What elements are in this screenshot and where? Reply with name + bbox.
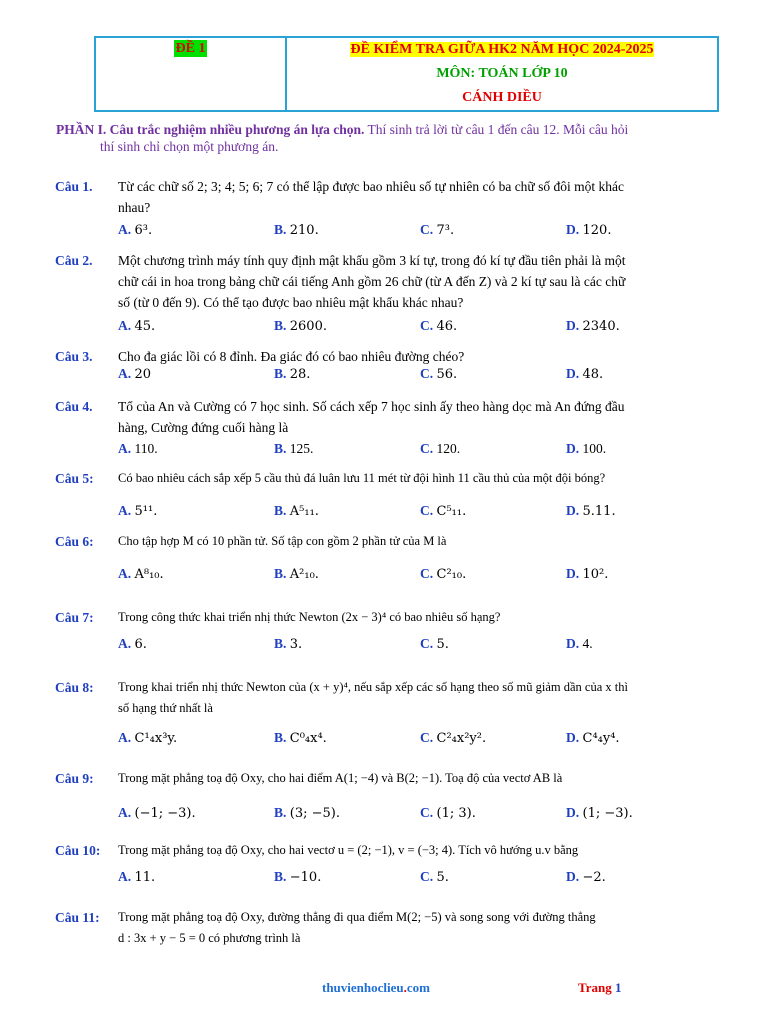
option-letter: C. [420,366,434,381]
question-9-options [118,805,738,825]
option-value: C²₄x²y². [436,731,487,746]
option-d[interactable] [566,503,616,519]
option-b[interactable] [274,869,321,885]
option-letter: C. [420,441,434,456]
option-value: 45. [134,319,156,334]
option-letter: A. [118,503,132,518]
option-value: 125. [289,441,314,456]
option-letter: B. [274,566,287,581]
option-b[interactable] [274,636,302,652]
option-c[interactable] [420,636,449,652]
question-2 [55,250,715,313]
option-value: (1; 3). [436,806,476,821]
question-text-line: Cho đa giác lồi có 8 đỉnh. Đa giác đó có bao nhiêu đường chéo? [118,349,465,364]
question-text-line: chữ cái in hoa trong bảng chữ cái tiếng Anh gồm 26 chữ (từ A đến Z) và 2 kí tự sau là các chữ [118,274,626,289]
question-3 [55,346,715,367]
question-text-line: Trong mặt phẳng toạ độ Oxy, đường thẳng đi qua điểm M(2; −5) và song song với đường thẳng [118,910,596,924]
option-value: 46. [436,319,458,334]
question-text-line: Cho tập hợp M có 10 phần tử. Số tập con gồm 2 phần tử của M là [118,534,447,548]
option-b[interactable] [274,222,319,238]
option-value: 5. [436,870,449,885]
question-text-line: số (từ 0 đến 9). Có thể tạo được bao nhiêu mật khẩu khác nhau? [118,295,464,310]
option-letter: A. [118,318,132,333]
option-value: 28. [289,367,311,382]
option-b[interactable] [274,318,327,334]
option-d[interactable] [566,805,633,821]
option-letter: B. [274,366,287,381]
question-7-options [118,636,738,656]
option-a[interactable] [118,441,158,457]
option-value: 5.11. [582,504,616,519]
option-b[interactable] [274,503,319,519]
option-letter: A. [118,805,132,820]
option-c[interactable] [420,318,457,334]
question-1 [55,176,715,218]
option-value: 2600. [289,319,327,334]
option-c[interactable] [420,566,466,582]
option-d[interactable] [566,222,611,238]
question-6-options [118,566,738,586]
option-b[interactable] [274,805,340,821]
option-value: 210. [289,223,319,238]
option-letter: D. [566,730,580,745]
option-a[interactable] [118,366,151,382]
option-letter: A. [118,366,132,381]
question-text-line: Từ các chữ số 2; 3; 4; 5; 6; 7 có thể lập được bao nhiêu số tự nhiên có ba chữ số đôi một khác [118,179,624,194]
site-name: thuvienhoclieu [322,980,404,995]
section-instruction-2: thí sinh chỉ chọn một phương án. [100,139,279,154]
question-number: Câu 7: [55,610,94,625]
option-c[interactable] [420,869,449,885]
exam-header-box [94,36,719,112]
question-5 [55,468,715,489]
option-value: 56. [436,367,458,382]
question-text-line: nhau? [118,200,151,215]
question-text-line: hàng, Cường đứng cuối hàng là [118,420,289,435]
option-d[interactable] [566,869,606,885]
option-value: (−1; −3). [134,806,196,821]
option-a[interactable] [118,566,164,582]
question-11 [55,907,715,949]
exam-title: ĐỀ KIỂM TRA GIỮA HK2 NĂM HỌC 2024-2025 [350,42,654,57]
option-letter: A. [118,730,132,745]
section-heading [56,121,746,155]
question-number: Câu 2. [55,253,93,268]
question-5-options [118,503,738,523]
option-letter: C. [420,318,434,333]
exam-title-cell [287,38,717,110]
option-b[interactable] [274,441,313,457]
question-number: Câu 5: [55,471,94,486]
question-number: Câu 11: [55,910,100,925]
question-text-line: số hạng thứ nhất là [118,701,213,715]
question-text-line: d : 3x + y − 5 = 0 có phương trình là [118,931,301,945]
option-value: (3; −5). [289,806,340,821]
option-value: 2340. [582,319,620,334]
exam-code-cell [96,38,287,110]
option-letter: B. [274,636,287,651]
option-value: C⁴₄y⁴. [582,731,620,746]
option-c[interactable] [420,441,460,457]
option-d[interactable] [566,366,603,382]
page-label: Trang [578,980,612,995]
option-letter: B. [274,503,287,518]
option-value: C²₁₀. [436,567,467,582]
option-letter: B. [274,222,287,237]
page-number [578,980,621,996]
question-number: Câu 8: [55,680,94,695]
option-b[interactable] [274,366,310,382]
option-letter: D. [566,318,580,333]
option-d[interactable] [566,636,593,652]
option-a[interactable] [118,636,147,652]
question-1-options [118,222,738,242]
question-3-options [118,366,738,386]
option-c[interactable] [420,805,476,821]
option-letter: C. [420,636,434,651]
site-tld: com [406,980,430,995]
option-letter: C. [420,869,434,884]
option-value: 10². [582,567,609,582]
option-c[interactable] [420,730,486,746]
question-text-line: Trong công thức khai triển nhị thức Newton (2x − 3)⁴ có bao nhiêu số hạng? [118,610,501,624]
question-text-line: Trong khai triển nhị thức Newton của (x + y)⁴, nếu sắp xếp các số hạng theo số mũ giảm dần của x thì [118,680,628,694]
question-number: Câu 6: [55,534,94,549]
option-a[interactable] [118,869,155,885]
option-value: 48. [582,367,604,382]
option-letter: C. [420,805,434,820]
option-letter: D. [566,441,580,456]
option-c[interactable] [420,222,454,238]
site-dot: . [403,980,407,995]
question-number: Câu 10: [55,843,101,858]
option-d[interactable] [566,730,620,746]
exam-code: ĐỀ 1 [175,41,206,56]
question-8 [55,677,715,719]
option-letter: A. [118,636,132,651]
option-value: 3. [289,637,303,652]
option-letter: D. [566,503,580,518]
option-value: A⁸₁₀. [134,567,164,582]
option-value: 5¹¹. [134,504,158,519]
option-letter: A. [118,869,132,884]
option-value: C⁵₁₁. [436,504,467,519]
option-a[interactable] [118,222,152,238]
option-letter: C. [420,222,434,237]
option-value: 6. [134,637,147,652]
question-text-line: Trong mặt phẳng toạ độ Oxy, cho hai điểm A(1; −4) và B(2; −1). Toạ độ của vectơ AB là [118,771,563,785]
option-a[interactable] [118,503,157,519]
option-value: 11. [134,870,156,885]
option-value: 5. [436,637,449,652]
option-value: 100. [582,441,607,456]
option-value: (1; −3). [582,806,633,821]
option-a[interactable] [118,730,177,746]
option-letter: A. [118,566,132,581]
question-text-line: Trong mặt phẳng toạ độ Oxy, cho hai vectơ u = (2; −1), v = (−3; 4). Tích vô hướng u.v bằng [118,843,579,857]
question-number: Câu 3. [55,349,93,364]
exam-subject: MÔN: TOÁN LỚP 10 [436,66,568,81]
question-4-options [118,441,738,461]
option-value: 4. [582,636,593,651]
option-value: 120. [582,223,612,238]
section-title: PHẦN I. Câu trắc nghiệm nhiều phương án lựa chọn. [56,122,365,137]
option-d[interactable] [566,318,620,334]
option-d[interactable] [566,566,608,582]
option-letter: A. [118,441,132,456]
question-7 [55,607,715,628]
page-num: 1 [614,980,622,995]
option-letter: D. [566,222,580,237]
option-letter: B. [274,869,287,884]
question-10 [55,840,715,861]
option-a[interactable] [118,805,196,821]
question-9 [55,768,715,789]
question-4 [55,396,715,438]
question-number: Câu 1. [55,179,93,194]
option-letter: C. [420,503,434,518]
question-6 [55,531,715,552]
option-letter: B. [274,318,287,333]
option-value: 110. [134,441,158,456]
option-a[interactable] [118,318,155,334]
option-value: A⁵₁₁. [289,504,319,519]
question-text-line: Tổ của An và Cường có 7 học sinh. Số cách xếp 7 học sinh ấy theo hàng dọc mà An đứng đầu [118,399,625,414]
option-letter: C. [420,730,434,745]
option-letter: A. [118,222,132,237]
section-instruction-1: Thí sinh trả lời từ câu 1 đến câu 12. Mỗi câu hỏi [367,122,629,137]
option-value: C⁰₄x⁴. [289,731,327,746]
option-letter: B. [274,730,287,745]
option-letter: D. [566,566,580,581]
option-letter: D. [566,366,580,381]
question-10-options [118,869,738,889]
question-text-line: Một chương trình máy tính quy định mật khẩu gồm 3 kí tự, trong đó kí tự đầu tiên phải là một [118,253,626,268]
footer-site-link[interactable] [322,980,430,996]
option-value: C¹₄x³y. [134,731,178,746]
option-letter: D. [566,869,580,884]
option-value: −2. [582,870,606,885]
question-2-options [118,318,738,338]
option-value: A²₁₀. [289,567,319,582]
option-letter: B. [274,805,287,820]
question-number: Câu 4. [55,399,93,414]
option-b[interactable] [274,566,319,582]
option-letter: D. [566,805,580,820]
option-b[interactable] [274,730,327,746]
option-letter: D. [566,636,580,651]
option-d[interactable] [566,441,606,457]
option-value: −10. [289,870,322,885]
option-c[interactable] [420,503,466,519]
question-number: Câu 9: [55,771,94,786]
option-value: 6³. [134,223,153,238]
option-letter: C. [420,566,434,581]
option-c[interactable] [420,366,457,382]
question-text-line: Có bao nhiêu cách sắp xếp 5 cầu thủ đá luân lưu 11 mét từ đội hình 11 cầu thủ của một đội bóng? [118,471,606,485]
question-8-options [118,730,738,750]
option-value: 20 [134,367,152,382]
exam-series: CÁNH DIỀU [462,90,542,105]
option-letter: B. [274,441,287,456]
option-value: 120. [436,441,461,456]
option-value: 7³. [436,223,455,238]
